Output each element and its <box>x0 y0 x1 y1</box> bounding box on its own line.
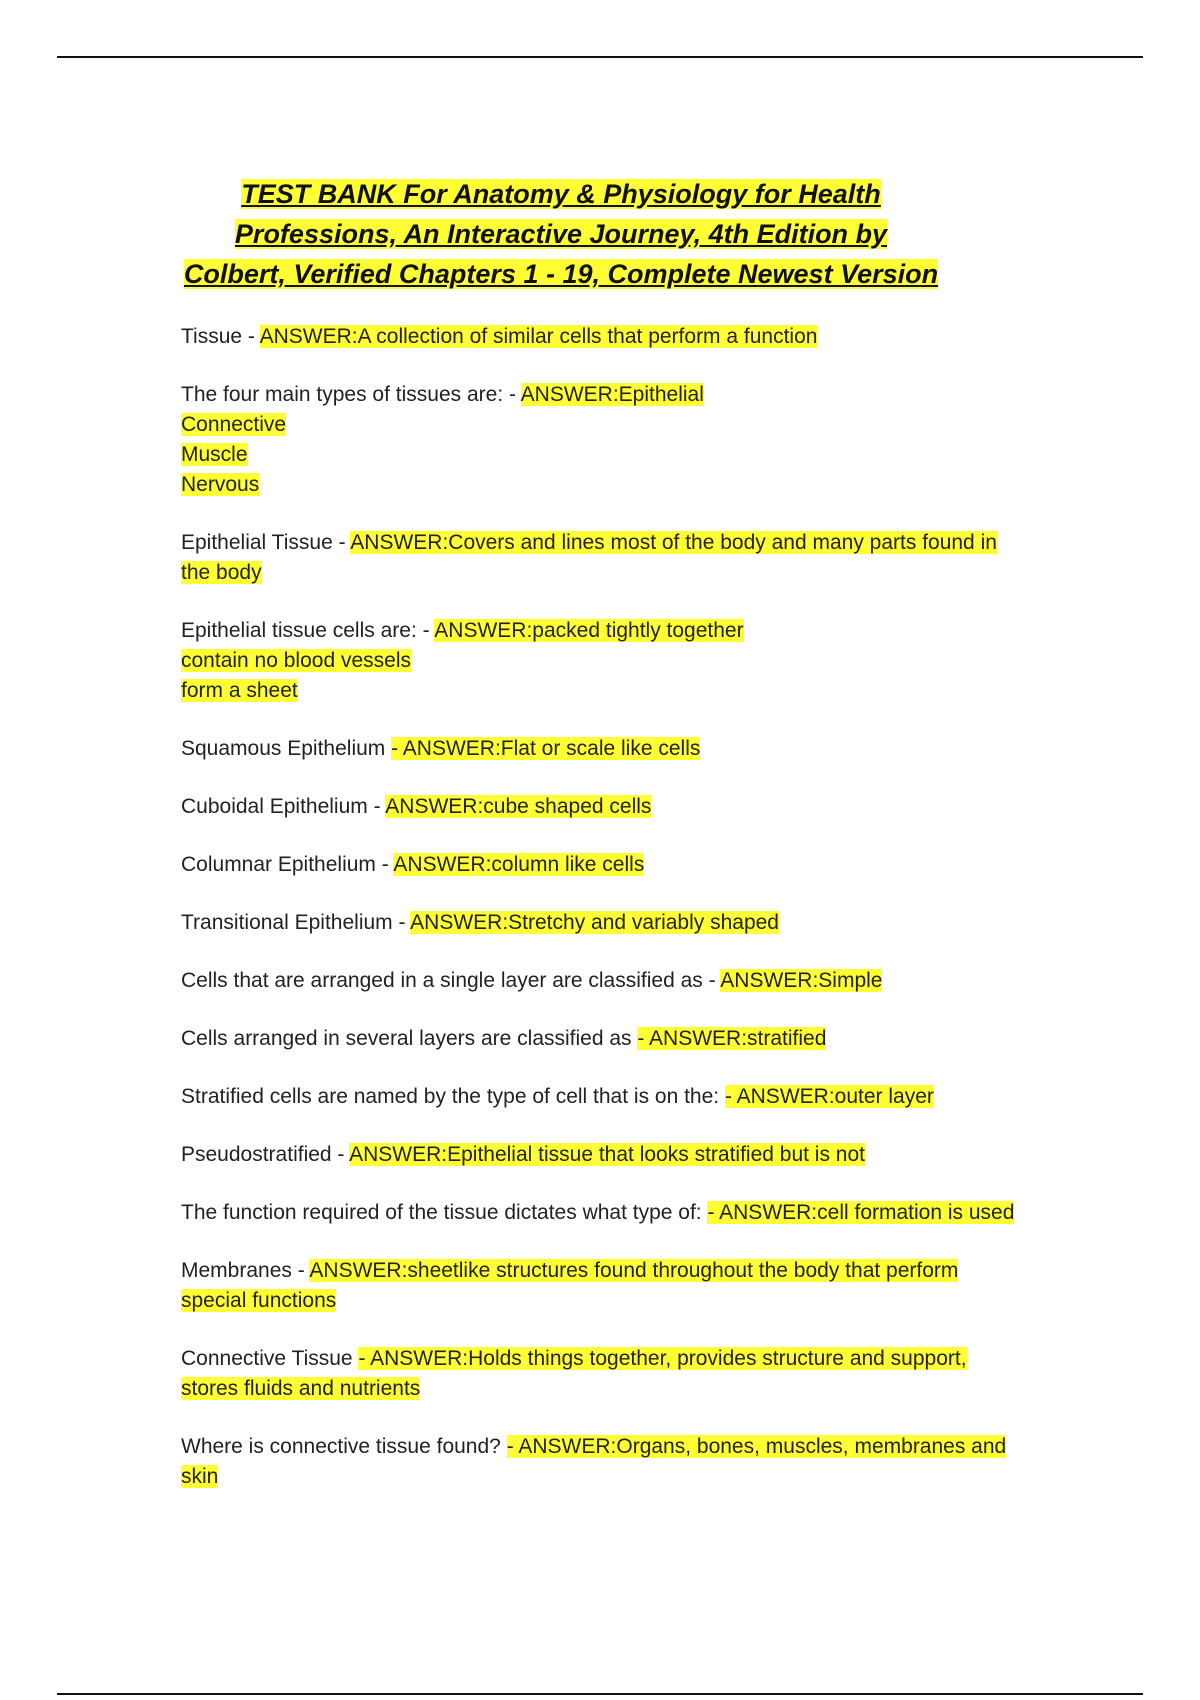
question-text: Tissue - <box>181 325 260 348</box>
question-text: Where is connective tissue found? <box>181 1435 507 1458</box>
qa-item <box>181 734 1021 764</box>
document-page <box>181 174 1021 1520</box>
answer-text: - ANSWER:Flat or scale like cells <box>391 737 701 760</box>
qa-item <box>181 616 1021 706</box>
document-title <box>181 174 941 294</box>
question-text: The four main types of tissues are: - <box>181 383 521 406</box>
question-text: Epithelial tissue cells are: - <box>181 619 435 642</box>
answer-text: ANSWER:cube shaped cells <box>385 795 652 818</box>
qa-item <box>181 1344 1021 1404</box>
qa-item <box>181 966 1021 996</box>
qa-item <box>181 792 1021 822</box>
question-text: Connective Tissue <box>181 1347 359 1370</box>
question-text: Squamous Epithelium <box>181 737 392 760</box>
answer-text: - ANSWER:Organs, bones, muscles, membranes and skin <box>181 1435 1007 1488</box>
answer-text: ANSWER:packed tightly together contain no blood vessels form a sheet <box>181 619 744 702</box>
question-text: Epithelial Tissue - <box>181 531 351 554</box>
answer-text: ANSWER:Covers and lines most of the body and many parts found in the body <box>181 531 997 584</box>
qa-item <box>181 1256 1021 1316</box>
answer-text: - ANSWER:cell formation is used <box>707 1201 1015 1224</box>
qa-item <box>181 1198 1021 1228</box>
question-text: Cuboidal Epithelium - <box>181 795 386 818</box>
question-text: Cells arranged in several layers are classified as <box>181 1027 638 1050</box>
qa-item <box>181 1082 1021 1112</box>
question-text: Transitional Epithelium - <box>181 911 411 934</box>
document-title-text: TEST BANK For Anatomy & Physiology for Health Professions, An Interactive Journey, 4th Edition by Colbert, Verified Chapters 1 - 19, Complete Newest Version <box>183 179 939 289</box>
question-text: Pseudostratified - <box>181 1143 350 1166</box>
question-text: Membranes - <box>181 1259 310 1282</box>
bottom-divider <box>57 1693 1143 1695</box>
question-text: Cells that are arranged in a single layer are classified as - <box>181 969 721 992</box>
answer-text: ANSWER:Simple <box>720 969 883 992</box>
qa-list <box>181 322 1021 1492</box>
answer-text: - ANSWER:Holds things together, provides structure and support, stores fluids and nutrients <box>181 1347 967 1400</box>
top-divider <box>57 56 1143 58</box>
qa-item <box>181 1432 1021 1492</box>
qa-item <box>181 322 1021 352</box>
answer-text: ANSWER:Epithelial tissue that looks stratified but is not <box>349 1143 865 1166</box>
answer-text: ANSWER:Stretchy and variably shaped <box>410 911 779 934</box>
qa-item <box>181 908 1021 938</box>
answer-text: - ANSWER:stratified <box>637 1027 827 1050</box>
answer-text: ANSWER:A collection of similar cells that perform a function <box>259 325 818 348</box>
question-text: Columnar Epithelium - <box>181 853 394 876</box>
answer-text: ANSWER:Epithelial Connective Muscle Nervous <box>181 383 704 496</box>
answer-text: ANSWER:column like cells <box>393 853 645 876</box>
qa-item <box>181 528 1021 588</box>
answer-text: ANSWER:sheetlike structures found throughout the body that perform special functions <box>181 1259 959 1312</box>
question-text: Stratified cells are named by the type of cell that is on the: <box>181 1085 725 1108</box>
qa-item <box>181 1024 1021 1054</box>
answer-text: - ANSWER:outer layer <box>724 1085 934 1108</box>
question-text: The function required of the tissue dictates what type of: <box>181 1201 708 1224</box>
qa-item <box>181 850 1021 880</box>
qa-item <box>181 380 1021 500</box>
qa-item <box>181 1140 1021 1170</box>
